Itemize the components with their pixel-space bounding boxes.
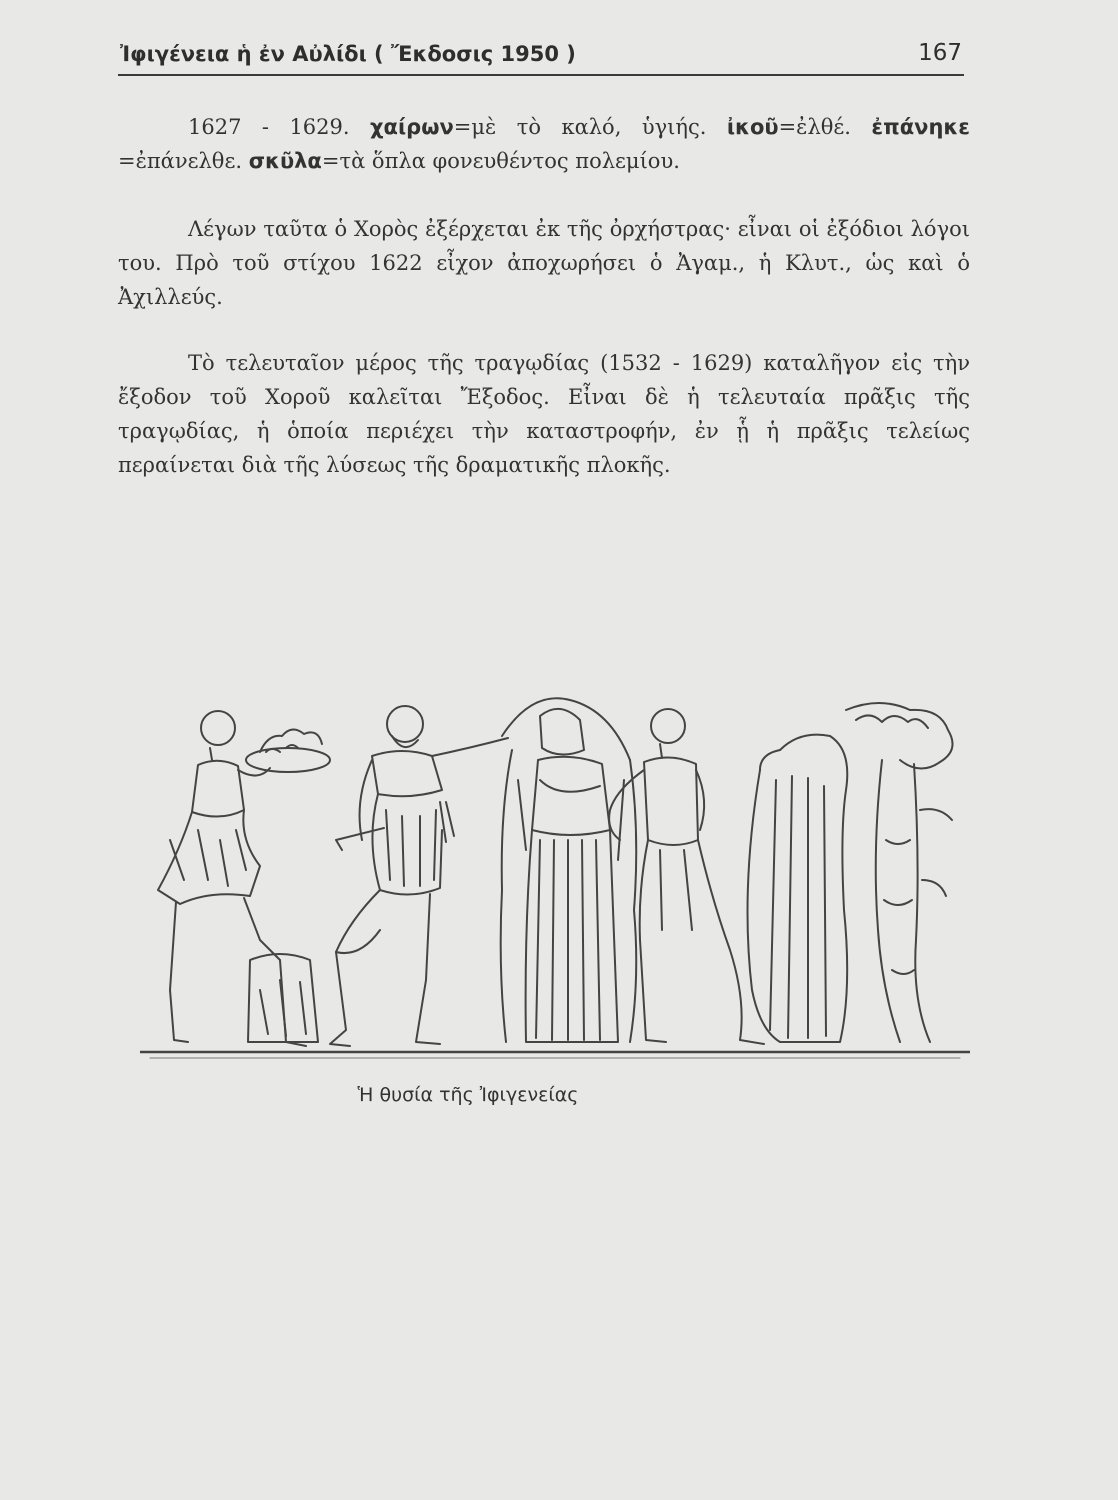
glossed-term: ἰκοῦ: [726, 115, 779, 139]
paragraph-exodos: Τὸ τελευταῖον μέρος τῆς τραγῳδίας (1532 - 1629) καταλῆγον εἰς τὴν ἔξοδον τοῦ Χοροῦ καλεῖται Ἔξοδος. Εἶναι δὲ ἡ τελευταία πρᾶξις τῆς τραγῳδίας, ἡ ὁποία περιέχει τὴν καταστροφήν, ἐν ᾗ ἡ πρᾶξις τελείως περαίνεται διὰ τῆς λύσεως τῆς δραματικῆς πλοκῆς.: [118, 351, 970, 477]
running-title: Ἰφιγένεια ἡ ἐν Αὐλίδι ( Ἔκδοσις 1950 ): [120, 42, 576, 66]
note-text: =τὰ ὅπλα φονευθέντος πολεμίου.: [321, 149, 680, 173]
note-text: =ἐπάνελθε.: [118, 149, 249, 173]
note-text: =μὲ τὸ καλό, ὑγιής.: [453, 115, 727, 139]
relief-illustration: [140, 690, 970, 1070]
figure-youth-with-tray: [158, 711, 330, 1046]
glossed-term: ἐπάνηκε: [871, 115, 970, 139]
figure-bearded-man: [330, 706, 508, 1046]
figure-nude-youth: [609, 709, 764, 1044]
figure-draped-goddess-and-tree: [748, 703, 953, 1042]
paragraph-chorus-exit: Λέγων ταῦτα ὁ Χορὸς ἐξέρχεται ἐκ τῆς ὀρχήστρας· εἶναι οἱ ἐξόδιοι λόγοι του. Πρὸ τοῦ στίχου 1622 εἶχον ἀποχωρήσει ὁ Ἀγαμ., ἡ Κλυτ., ὡς καὶ ὁ Ἀχιλλεύς.: [118, 217, 970, 309]
paragraph-notes: [118, 110, 970, 178]
page-header: [118, 40, 964, 76]
sacrifice-of-iphigenia-drawing: [140, 690, 970, 1070]
figure-veiled-iphigenia: [501, 698, 637, 1042]
page-number: 167: [918, 40, 962, 66]
glossed-term: χαίρων: [370, 115, 454, 139]
note-text: 1627 - 1629.: [188, 115, 371, 139]
note-text: =ἐλθέ.: [778, 115, 872, 139]
figure-caption: Ἡ θυσία τῆς Ἰφιγενείας: [357, 1084, 579, 1106]
glossed-term: σκῦλα: [248, 149, 322, 173]
